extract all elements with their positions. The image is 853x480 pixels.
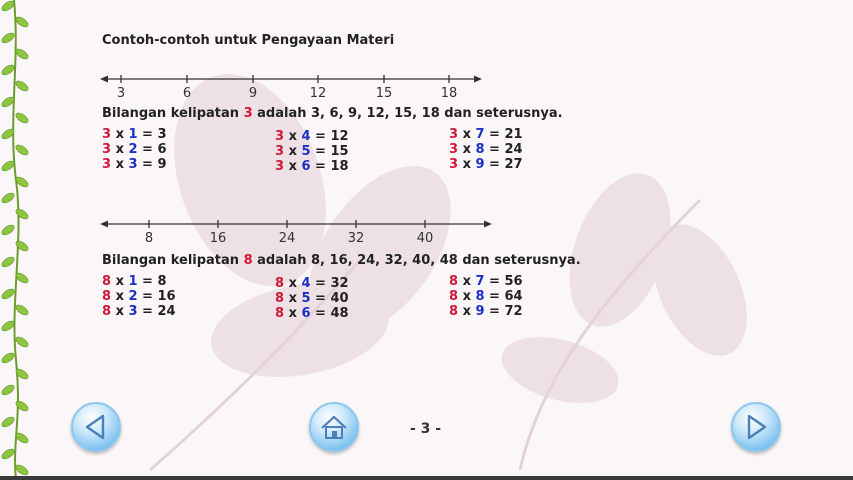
number-line-2-labels bbox=[0, 231, 853, 247]
vine-leaf bbox=[14, 111, 29, 125]
times-sign: x bbox=[111, 304, 129, 319]
multiplicand: 8 bbox=[275, 291, 285, 306]
arrow-right-icon bbox=[733, 404, 779, 450]
tick-label: 8 bbox=[144, 231, 154, 246]
equation bbox=[102, 274, 167, 289]
equation bbox=[449, 157, 523, 172]
multiplier: 9 bbox=[475, 157, 485, 172]
multiplier: 4 bbox=[301, 129, 311, 144]
multiplier: 5 bbox=[301, 144, 311, 159]
times-sign: x bbox=[284, 276, 302, 291]
times-sign: x bbox=[111, 142, 129, 157]
equation bbox=[102, 289, 176, 304]
equation bbox=[449, 304, 523, 319]
vine-leaf bbox=[14, 207, 29, 221]
times-sign: x bbox=[458, 157, 476, 172]
home-icon bbox=[311, 404, 357, 450]
number-line-1-labels bbox=[0, 86, 853, 102]
times-sign: x bbox=[458, 142, 476, 157]
vine-leaf bbox=[14, 335, 29, 349]
product: = 56 bbox=[484, 274, 523, 289]
vine-leaf bbox=[0, 63, 15, 77]
tick-label: 12 bbox=[309, 86, 327, 101]
product: = 3 bbox=[137, 127, 167, 142]
multiplier: 2 bbox=[128, 142, 138, 157]
multiplier: 6 bbox=[301, 306, 311, 321]
vine-leaf bbox=[14, 143, 29, 157]
multiplicand: 8 bbox=[275, 306, 285, 321]
multiplicand: 8 bbox=[102, 304, 112, 319]
vine-leaf bbox=[0, 31, 15, 45]
multiplicand: 3 bbox=[275, 144, 285, 159]
multiplicand: 3 bbox=[102, 127, 112, 142]
equation bbox=[275, 291, 349, 306]
product: = 6 bbox=[137, 142, 167, 157]
tick-label: 24 bbox=[278, 231, 296, 246]
multiplier: 4 bbox=[301, 276, 311, 291]
vine-leaf bbox=[0, 287, 15, 301]
multiplicand: 8 bbox=[275, 276, 285, 291]
multiplicand: 8 bbox=[449, 304, 459, 319]
sentence-number: 3 bbox=[243, 106, 253, 121]
tick-label: 9 bbox=[248, 86, 258, 101]
product: = 48 bbox=[310, 306, 349, 321]
sentence-suffix: adalah 8, 16, 24, 32, 40, 48 dan seterusnya. bbox=[252, 253, 581, 268]
multiplicand: 3 bbox=[449, 157, 459, 172]
tick-label: 3 bbox=[116, 86, 126, 101]
vine-leaf bbox=[0, 351, 15, 365]
vine-leaf bbox=[0, 383, 15, 397]
times-sign: x bbox=[284, 291, 302, 306]
multiplicand: 8 bbox=[102, 289, 112, 304]
multiplier: 1 bbox=[128, 127, 138, 142]
tick-label: 16 bbox=[209, 231, 227, 246]
tick-label: 40 bbox=[416, 231, 434, 246]
times-sign: x bbox=[284, 129, 302, 144]
times-sign: x bbox=[111, 157, 129, 172]
vine-leaf bbox=[0, 191, 15, 205]
tick-label: 6 bbox=[182, 86, 192, 101]
times-sign: x bbox=[111, 274, 129, 289]
tick-label: 18 bbox=[440, 86, 458, 101]
product: = 21 bbox=[484, 127, 523, 142]
multiplier: 6 bbox=[301, 159, 311, 174]
multiplier: 9 bbox=[475, 304, 485, 319]
multiplier: 8 bbox=[475, 142, 485, 157]
product: = 24 bbox=[484, 142, 523, 157]
equation bbox=[102, 127, 167, 142]
multiplier: 7 bbox=[475, 127, 485, 142]
multiplicand: 8 bbox=[449, 274, 459, 289]
times-sign: x bbox=[111, 127, 129, 142]
equation bbox=[275, 159, 349, 174]
times-sign: x bbox=[284, 306, 302, 321]
equation bbox=[275, 306, 349, 321]
multiplier: 8 bbox=[475, 289, 485, 304]
multiplier: 1 bbox=[128, 274, 138, 289]
multiples-of-8-sentence bbox=[102, 253, 581, 268]
product: = 72 bbox=[484, 304, 523, 319]
multiplier: 3 bbox=[128, 157, 138, 172]
product: = 9 bbox=[137, 157, 167, 172]
vine-leaf bbox=[14, 399, 29, 413]
next-page-button[interactable] bbox=[731, 402, 781, 452]
product: = 15 bbox=[310, 144, 349, 159]
bottom-bar bbox=[0, 476, 853, 480]
sentence-prefix: Bilangan kelipatan bbox=[102, 253, 244, 268]
equation bbox=[275, 129, 349, 144]
product: = 40 bbox=[310, 291, 349, 306]
times-sign: x bbox=[111, 289, 129, 304]
product: = 27 bbox=[484, 157, 523, 172]
equation bbox=[449, 142, 523, 157]
multiplier: 5 bbox=[301, 291, 311, 306]
vine-leaf bbox=[0, 415, 15, 429]
product: = 64 bbox=[484, 289, 523, 304]
product: = 32 bbox=[310, 276, 349, 291]
tick-label: 32 bbox=[347, 231, 365, 246]
vine-leaf bbox=[0, 447, 15, 461]
equation bbox=[102, 157, 167, 172]
page-title: Contoh-contoh untuk Pengayaan Materi bbox=[102, 33, 395, 48]
home-button[interactable] bbox=[309, 402, 359, 452]
multiplicand: 8 bbox=[449, 289, 459, 304]
equation bbox=[449, 127, 523, 142]
multiplier: 3 bbox=[128, 304, 138, 319]
product: = 12 bbox=[310, 129, 349, 144]
multiplicand: 3 bbox=[449, 127, 459, 142]
equation bbox=[102, 304, 176, 319]
product: = 8 bbox=[137, 274, 167, 289]
multiplicand: 3 bbox=[275, 129, 285, 144]
multiplier: 2 bbox=[128, 289, 138, 304]
arrow-left-icon bbox=[73, 404, 119, 450]
times-sign: x bbox=[458, 274, 476, 289]
tick-label: 15 bbox=[375, 86, 393, 101]
vine-leaf bbox=[0, 0, 15, 13]
equation bbox=[275, 276, 349, 291]
page-number: - 3 - bbox=[410, 421, 442, 437]
vine-leaf bbox=[14, 47, 29, 61]
previous-page-button[interactable] bbox=[71, 402, 121, 452]
product: = 16 bbox=[137, 289, 176, 304]
multiplicand: 3 bbox=[449, 142, 459, 157]
multiplier: 7 bbox=[475, 274, 485, 289]
sentence-number: 8 bbox=[243, 253, 253, 268]
equation bbox=[449, 289, 523, 304]
times-sign: x bbox=[284, 159, 302, 174]
vine-leaf bbox=[14, 15, 29, 29]
vine-leaf bbox=[14, 303, 29, 317]
multiplicand: 3 bbox=[275, 159, 285, 174]
vine-leaf bbox=[0, 255, 15, 269]
equation bbox=[449, 274, 523, 289]
multiplicand: 8 bbox=[102, 274, 112, 289]
equation bbox=[275, 144, 349, 159]
equation bbox=[102, 142, 167, 157]
multiplicand: 3 bbox=[102, 142, 112, 157]
times-sign: x bbox=[458, 127, 476, 142]
times-sign: x bbox=[458, 289, 476, 304]
product: = 18 bbox=[310, 159, 349, 174]
sentence-prefix: Bilangan kelipatan bbox=[102, 106, 244, 121]
times-sign: x bbox=[284, 144, 302, 159]
times-sign: x bbox=[458, 304, 476, 319]
sentence-suffix: adalah 3, 6, 9, 12, 15, 18 dan seterusnya. bbox=[252, 106, 563, 121]
multiplicand: 3 bbox=[102, 157, 112, 172]
multiples-of-3-sentence bbox=[102, 106, 563, 121]
vine-leaf bbox=[0, 319, 15, 333]
product: = 24 bbox=[137, 304, 176, 319]
